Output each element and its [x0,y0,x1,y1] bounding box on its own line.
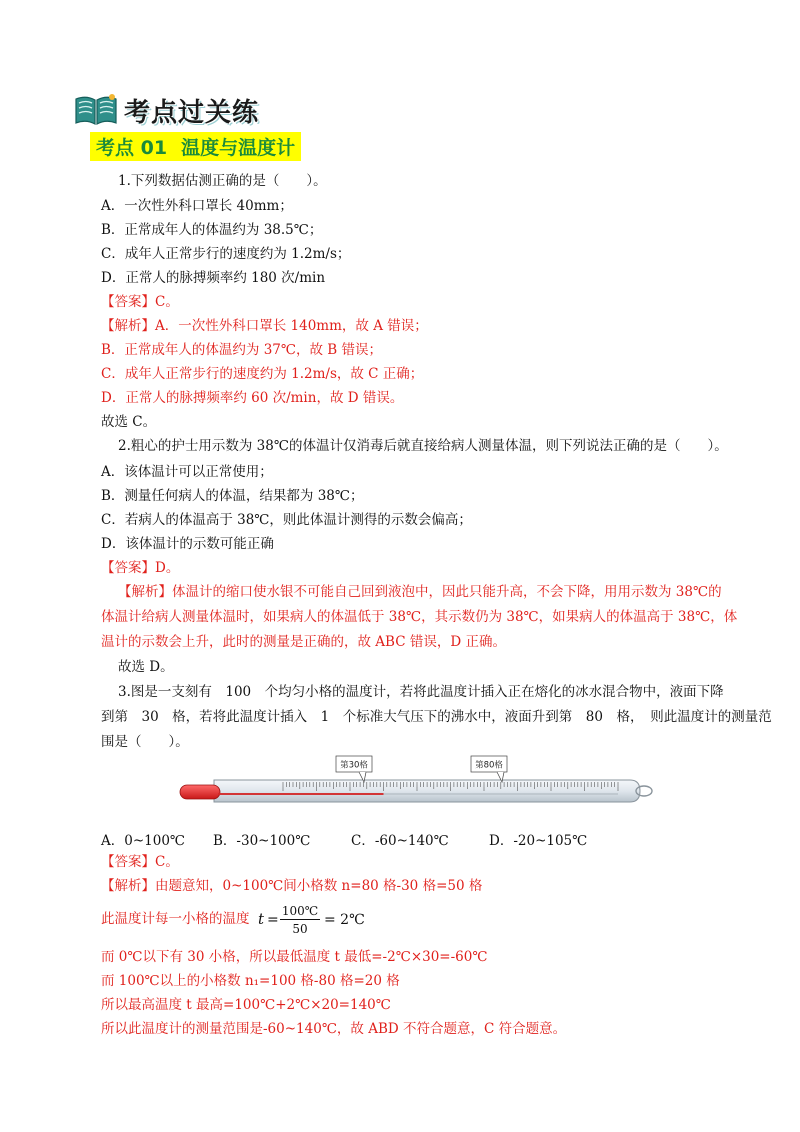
q2-option-a: A．该体温计可以正常使用； [101,464,273,480]
q3-stem-3: 围是（ ）。 [101,734,189,750]
q3-choice-c: C．-60~140℃ [351,833,449,849]
topic-title: 温度与温度计 [181,137,296,159]
formula-var: t [258,910,265,928]
callout-30-label: 第30格 [340,760,368,771]
q1-analysis-4: D．正常人的脉搏频率约 60 次/min，故 D 错误。 [101,390,404,406]
q3-stem-1: 3.图是一支刻有 100 个均匀小格的温度计，若将此温度计插入正在熔化的冰水混合物中，液面下降 [118,684,724,700]
section-banner [74,92,259,128]
q3-analysis-1: 【解析】由题意知，0~100℃间小格数 n=80 格-30 格=50 格 [101,878,483,894]
topic-label: 考点 01 [96,137,168,159]
banner-title: 考点过关练 [124,97,260,128]
q2-analysis-3: 温计的示数会上升，此时的测量是正确的，故 ABC 错误，D 正确。 [101,634,506,650]
formula-eq: = [267,912,279,928]
q2-analysis-1: 【解析】体温计的缩口使水银不可能自己回到液泡中，因此只能升高，不会下降，用用示数为 38℃的 [118,584,722,600]
q1-analysis-2: B．正常成年人的体温约为 37℃，故 B 错误； [101,342,382,358]
q1-stem: 1.下列数据估测正确的是（ ）。 [118,173,327,189]
q1-choose: 故选 C。 [101,414,157,430]
q1-option-c: C．成年人正常步行的速度约为 1.2m/s； [101,246,351,262]
q3-line-3: 所以最高温度 t 最高=100℃+2℃×20=140℃ [101,997,391,1013]
q2-choose: 故选 D。 [118,659,174,675]
thermometer-figure [178,752,653,810]
q1-option-b: B．正常成年人的体温约为 38.5℃； [101,222,323,238]
book-icon [74,93,118,127]
formula-numerator: 100℃ [281,904,319,918]
callout-30 [336,756,372,782]
q2-stem: 2.粗心的护士用示数为 38℃的体温计仅消毒后就直接给病人测量体温，则下列说法正确的是（ ）。 [118,438,728,454]
q2-answer: 【答案】D。 [101,560,180,576]
q1-analysis-1: 【解析】A．一次性外科口罩长 140mm，故 A 错误； [101,318,428,334]
q3-formula-prefix: 此温度计每一小格的温度 [101,911,250,927]
q3-choice-a: A．0~100℃ [101,833,186,849]
topic-heading [90,132,301,161]
q3-line-4: 所以此温度计的测量范围是-60~140℃，故 ABD 不符合题意，C 符合题意。 [101,1021,567,1037]
q3-line-1: 而 0℃以下有 30 小格，所以最低温度 t 最低=-2℃×30=-60℃ [101,949,488,965]
q1-analysis-3: C．成年人正常步行的速度约为 1.2m/s，故 C 正确； [101,366,424,382]
q3-choices [101,829,661,849]
formula-result: = 2℃ [324,912,365,928]
q1-answer: 【答案】C。 [101,294,179,310]
q1-option-a: A．一次性外科口罩长 40mm； [101,198,293,214]
formula-denominator: 50 [292,922,308,936]
q1-option-d: D．正常人的脉搏频率约 180 次/min [101,270,326,286]
q3-choice-d: D．-20~105℃ [489,833,588,849]
q3-choice-b: B．-30~100℃ [213,833,311,849]
q3-formula [258,902,368,942]
q2-option-b: B．测量任何病人的体温，结果都为 38℃； [101,488,364,504]
q2-option-d: D．该体温计的示数可能正确 [101,536,274,552]
q2-option-c: C．若病人的体温高于 38℃，则此体温计测得的示数会偏高； [101,512,472,528]
q3-stem-2: 到第 30 格，若将此温度计插入 1 个标准大气压下的沸水中，液面升到第 80 格， 则此温度计的测量范 [101,709,772,725]
callout-80-label: 第80格 [475,760,503,771]
q3-answer: 【答案】C。 [101,854,179,870]
q2-analysis-2: 体温计给病人测量体温时，如果病人的体温低于 38℃，其示数仍为 38℃，如果病人的体温高于 38℃，体 [101,609,738,625]
callout-80 [471,756,507,782]
q3-line-2: 而 100℃以上的小格数 n₁=100 格-80 格=20 格 [101,973,400,989]
